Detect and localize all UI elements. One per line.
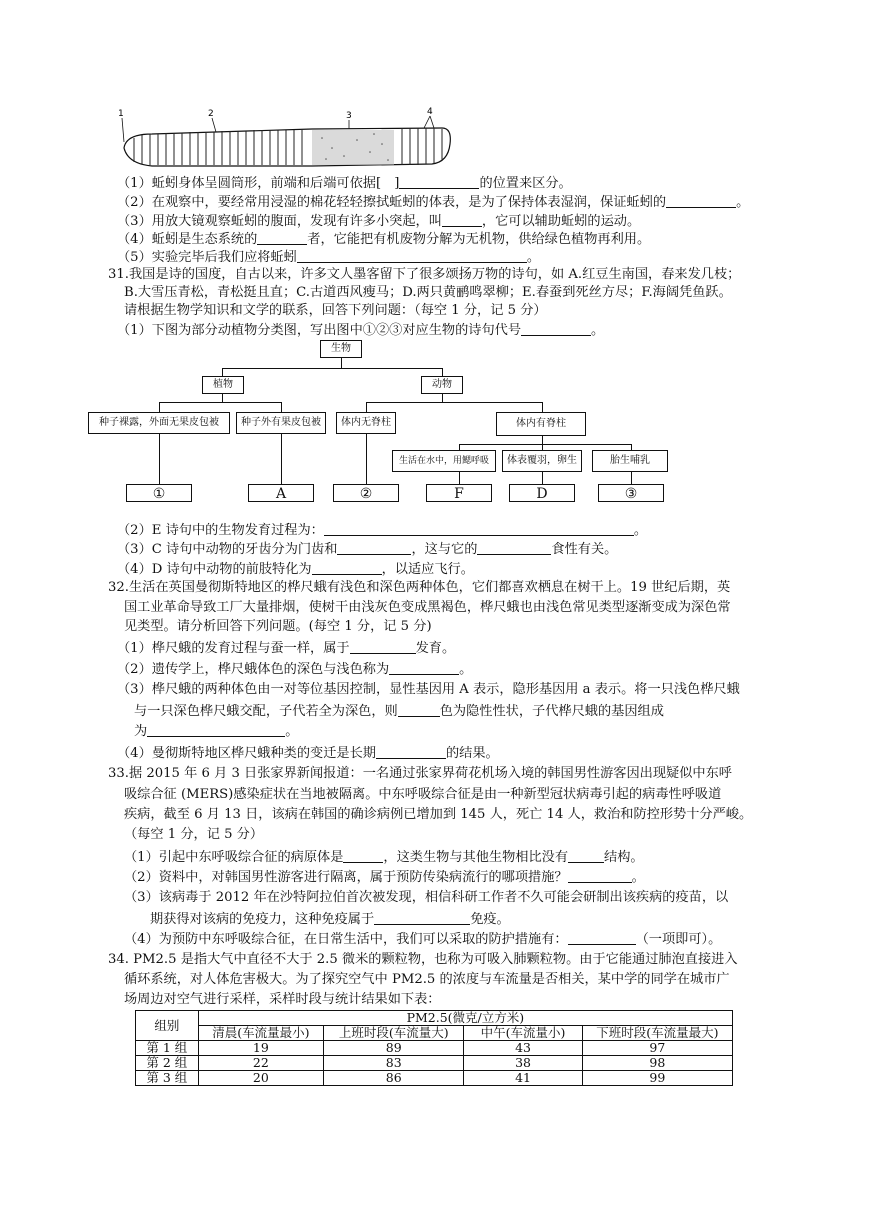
q30-line-3 <box>117 212 640 231</box>
table-row <box>136 1041 733 1056</box>
cell: 20 <box>198 1071 323 1086</box>
q30-l2-tail: 。 <box>736 195 750 210</box>
q31-l4-text: （1）下图为部分动植物分类图，写出图中①②③对应生物的诗句代号 <box>117 323 522 338</box>
q33-l5-tail: 结构。 <box>604 850 644 865</box>
q32-line-2: 国工业革命导致工厂大量排烟，使树干由浅灰色变成黑褐色，桦尺蛾也由浅色常见类型逐渐变成为深色常 <box>124 600 731 615</box>
q33-l6-tail: 。 <box>631 870 645 885</box>
table-col-header: 下班时段(车流量最大) <box>582 1026 732 1041</box>
q33-line-4: （每空 1 分，记 5 分） <box>124 827 264 842</box>
answer-blank[interactable] <box>521 321 591 336</box>
q30-l3-text: （3）用放大镜观察蚯蚓的腹面，发现有许多小突起，叫 <box>117 214 442 229</box>
cell: 43 <box>464 1041 582 1056</box>
q30-l1-tail: 的位置来区分。 <box>479 176 572 191</box>
q30-line-1 <box>117 174 572 193</box>
q32-l8-text: 为 <box>134 724 148 739</box>
q32-line-7 <box>134 702 664 721</box>
q33-line-9 <box>124 930 721 949</box>
table-row <box>136 1071 733 1086</box>
q33-line-8 <box>150 910 510 929</box>
cell: 86 <box>324 1071 464 1086</box>
answer-blank[interactable] <box>350 639 416 654</box>
q34-line-2: 循环系统，对人体危害极大。为了探究空气中 PM2.5 的浓度与车流量是否相关，某中学的同学在城市广 <box>124 972 730 987</box>
row-name: 第 3 组 <box>136 1071 199 1086</box>
q31-line-2: B.大雪压青松，青松挺且直；C.古道西风瘦马；D.两只黄鹂鸣翠柳；E.春蚕到死丝方尽；F.海阔凭鱼跃。 <box>124 285 732 300</box>
answer-blank[interactable] <box>477 540 551 555</box>
cell: 22 <box>198 1056 323 1071</box>
table-header-group: 组别 <box>136 1011 199 1041</box>
q33-l8-tail: 免疫。 <box>470 912 510 927</box>
q33-l6-text: （2）资料中，对韩国男性游客进行隔离，属于预防传染病流行的哪项措施？ <box>124 870 568 885</box>
node-animals: 动物 <box>421 376 463 394</box>
worm-label-2: 2 <box>208 109 214 119</box>
leaf-node-a: A <box>248 484 314 502</box>
table-row <box>136 1056 733 1071</box>
table-col-header: 清晨(车流量最小) <box>198 1026 323 1041</box>
answer-blank[interactable] <box>568 868 632 883</box>
leaf-node-2: ② <box>333 484 399 502</box>
pm25-table <box>135 1010 733 1086</box>
q33-l5-text: （1）引起中东呼吸综合征的病原体是 <box>124 850 344 865</box>
cell: 97 <box>582 1041 732 1056</box>
q32-l8-tail: 。 <box>285 724 299 739</box>
q32-l4-tail: 发育。 <box>415 641 456 656</box>
answer-blank[interactable] <box>389 660 459 675</box>
node-invertebrate: 体内无脊柱 <box>336 412 396 434</box>
q32-line-1: 32.生活在英国曼彻斯特地区的桦尺蛾有浅色和深色两种体色，它们都喜欢栖息在树干上。19 世纪后期，英 <box>108 580 731 595</box>
leaf-node-d: D <box>509 484 575 502</box>
answer-blank[interactable] <box>666 193 736 208</box>
worm-label-3: 3 <box>346 111 352 121</box>
leaf-node-1: ① <box>126 484 192 502</box>
q31-line-6 <box>117 540 617 559</box>
q32-l7-tail: 色为隐性性状，子代桦尺蛾的基因组成 <box>439 704 664 719</box>
node-angiosperm: 种子外有果皮包被 <box>236 412 326 434</box>
node-plants: 植物 <box>202 376 244 394</box>
q33-l8-text: 期获得对该病的免疫力，这种免疫属于 <box>150 912 375 927</box>
q30-line-4 <box>117 230 650 249</box>
node-fish: 生活在水中，用鳃呼吸 <box>392 450 496 472</box>
q30-line-5 <box>117 248 540 267</box>
q31-l7-tail: ，以适应飞行。 <box>381 562 474 577</box>
q30-l4-text: （4）蚯蚓是生态系统的 <box>117 232 258 247</box>
q33-line-5 <box>124 848 644 867</box>
answer-blank[interactable] <box>568 930 636 945</box>
q31-line-5 <box>117 521 647 540</box>
q32-l9-tail: 的结果。 <box>445 746 499 761</box>
q30-l2-text: （2）在观察中，要经常用浸湿的棉花轻轻擦拭蚯蚓的体表，是为了保持体表湿润，保证蚯蚓的 <box>117 195 667 210</box>
q34-line-3: 场周边对空气进行采样，采样时段与统计结果如下表： <box>124 992 441 1007</box>
q31-l7-text: （4）D 诗句中动物的前肢特化为 <box>117 562 312 577</box>
q32-line-4 <box>117 639 455 658</box>
leaf-node-f: F <box>426 484 492 502</box>
node-organism: 生物 <box>320 340 362 358</box>
earthworm-figure <box>112 104 457 176</box>
q30-l3-tail: ，它可以辅助蚯蚓的运动。 <box>481 214 641 229</box>
answer-blank[interactable] <box>374 910 470 925</box>
row-name: 第 1 组 <box>136 1041 199 1056</box>
answer-blank[interactable] <box>442 212 482 227</box>
q32-line-3: 见类型。请分析回答下列问题。(每空 1 分，记 5 分) <box>124 619 432 634</box>
q32-line-9 <box>117 744 499 763</box>
q31-l6-tail: 食性有关。 <box>551 542 618 557</box>
q33-l9-tail: （一项即可）。 <box>635 932 722 947</box>
cell: 99 <box>582 1071 732 1086</box>
q31-l4-tail: 。 <box>591 323 605 338</box>
q31-line-4 <box>117 321 604 340</box>
answer-blank[interactable] <box>376 744 446 759</box>
q30-l5-tail: 。 <box>526 250 541 265</box>
answer-blank[interactable] <box>399 174 479 189</box>
q32-line-6: （3）桦尺蛾的两种体色由一对等位基因控制，显性基因用 A 表示，隐形基因用 a 表示。将一只浅色桦尺蛾 <box>117 682 740 697</box>
q32-l7-text: 与一只深色桦尺蛾交配，子代若全为深色，则 <box>134 704 398 719</box>
worm-label-4: 4 <box>427 107 433 117</box>
answer-blank[interactable] <box>398 702 440 717</box>
cell: 41 <box>464 1071 582 1086</box>
cell: 83 <box>324 1056 464 1071</box>
q32-l9-text: （4）曼彻斯特地区桦尺蛾种类的变迁是长期 <box>117 746 376 761</box>
table-col-header: 中午(车流量小) <box>464 1026 582 1041</box>
q31-line-1: 31.我国是诗的国度，自古以来，许多文人墨客留下了很多颂扬万物的诗句，如 A.红豆生南国，春来发几枝； <box>108 267 741 282</box>
q31-l5-text: （2）E 诗句中的生物发育过程为： <box>117 523 324 538</box>
node-gymnosperm: 种子裸露，外面无果皮包被 <box>88 412 230 434</box>
q30-l1-text: （1）蚯蚓身体呈圆筒形，前端和后端可依据[ ] <box>117 176 400 191</box>
q33-line-6 <box>124 868 645 887</box>
cell: 98 <box>582 1056 732 1071</box>
node-mammal: 胎生哺乳 <box>592 450 668 472</box>
q33-line-3: 疾病，截至 6 月 13 日，该病在韩国的确诊病例已增加到 145 人，死亡 14 人，救治和防控形势十分严峻。 <box>124 807 753 822</box>
answer-blank[interactable] <box>343 848 383 863</box>
table-header-unit: PM2.5(微克/立方米) <box>198 1011 732 1026</box>
node-bird: 体表覆羽，卵生 <box>502 450 582 472</box>
q32-l5-text: （2）遗传学上，桦尺蛾体色的深色与浅色称为 <box>117 662 390 677</box>
q33-line-2: 吸综合征 (MERS)感染症状在当地被隔离。中东呼吸综合征是由一种新型冠状病毒引起的病毒性呼吸道 <box>124 787 722 802</box>
q30-line-2 <box>117 193 749 212</box>
cell: 19 <box>198 1041 323 1056</box>
q33-line-1: 33.据 2015 年 6 月 3 日张家界新闻报道：一名通过张家界荷花机场入境的韩国男性游客因出现疑似中东呼 <box>108 766 732 781</box>
answer-blank[interactable] <box>312 560 382 575</box>
table-col-header: 上班时段(车流量大) <box>324 1026 464 1041</box>
q32-line-8 <box>134 722 298 741</box>
answer-blank[interactable] <box>257 230 307 245</box>
cell: 89 <box>324 1041 464 1056</box>
q33-l9-text: （4）为预防中东呼吸综合征，在日常生活中，我们可以采取的防护措施有： <box>124 932 568 947</box>
row-name: 第 2 组 <box>136 1056 199 1071</box>
q32-l4-text: （1）桦尺蛾的发育过程与蚕一样，属于 <box>117 641 350 656</box>
q30-l4-tail: 者，它能把有机废物分解为无机物，供给绿色植物再利用。 <box>307 232 651 247</box>
q33-l5-mid: ，这类生物与其他生物相比没有 <box>383 850 569 865</box>
q32-line-5 <box>117 660 472 679</box>
q31-line-3: 请根据生物学知识和文学的联系，回答下列问题：（每空 1 分，记 5 分） <box>124 303 547 318</box>
q31-l6-text: （3）C 诗句中动物的牙齿分为门齿和 <box>117 542 338 557</box>
answer-blank[interactable] <box>568 848 604 863</box>
q31-l6-mid: ，这与它的 <box>411 542 478 557</box>
node-vertebrate: 体内有脊柱 <box>496 412 586 436</box>
worm-label-1: 1 <box>118 109 124 119</box>
answer-blank[interactable] <box>337 540 411 555</box>
q34-line-1: 34. PM2.5 是指大气中直径不大于 2.5 微米的颗粒物，也称为可吸入肺颗粒物。由于它能通过肺泡直接进入 <box>108 952 738 967</box>
leaf-node-3: ③ <box>598 484 664 502</box>
cell: 38 <box>464 1056 582 1071</box>
answer-blank[interactable] <box>147 722 285 737</box>
answer-blank[interactable] <box>324 521 634 536</box>
q31-l5-tail: 。 <box>633 523 648 538</box>
answer-blank[interactable] <box>297 248 527 263</box>
q32-l5-tail: 。 <box>459 662 473 677</box>
q31-line-7 <box>117 560 474 579</box>
q33-line-7: （3）该病毒于 2012 年在沙特阿拉伯首次被发现，相信科研工作者不久可能会研制出该疾病的疫苗，以 <box>124 890 729 905</box>
q30-l5-text: （5）实验完毕后我们应将蚯蚓 <box>117 250 297 265</box>
